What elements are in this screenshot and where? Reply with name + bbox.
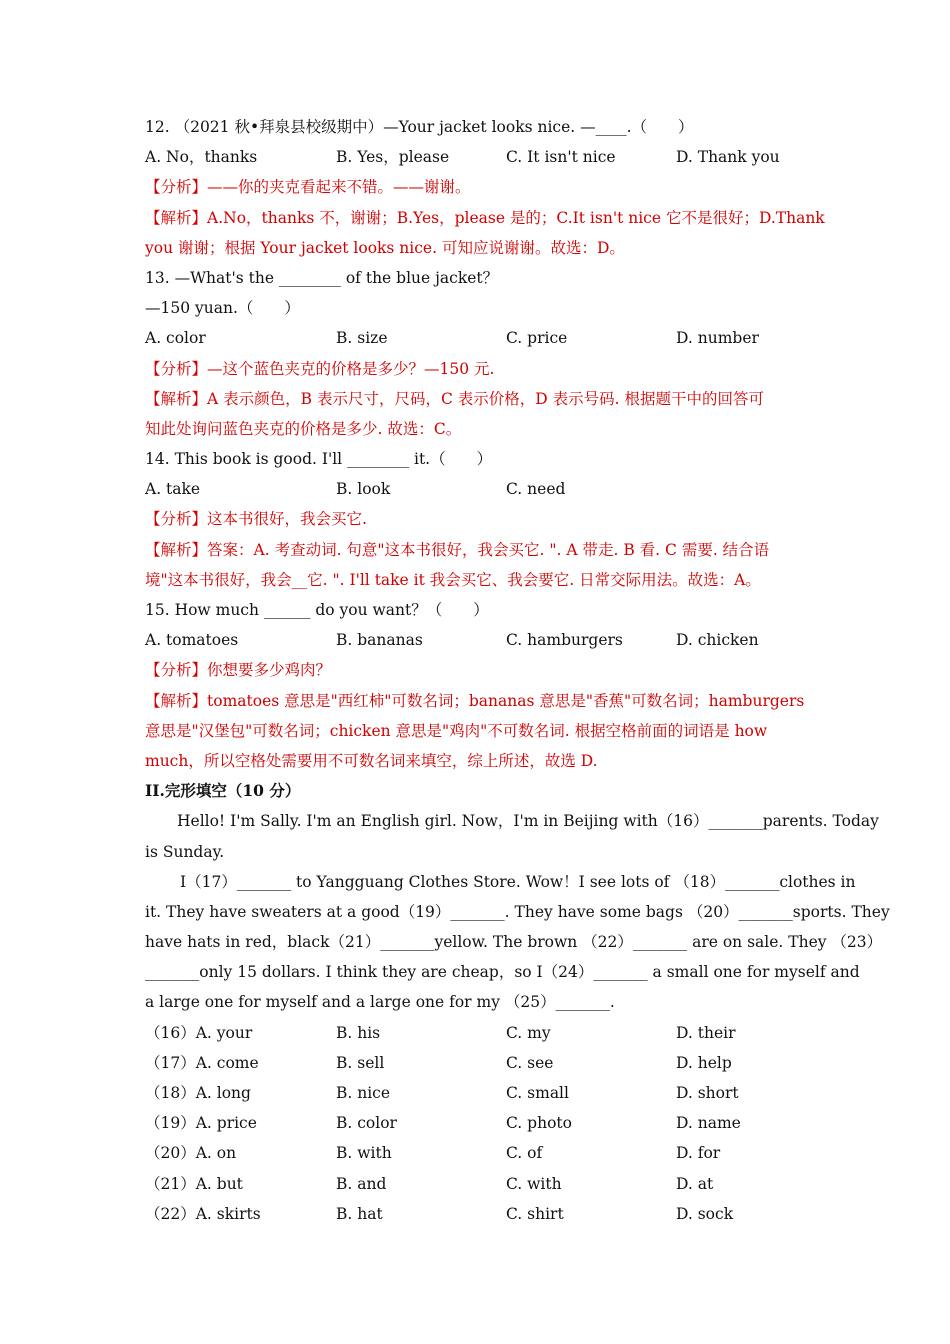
choice-19-d[interactable]: D. name xyxy=(676,1114,741,1133)
analysis-tag: 【分析】 xyxy=(145,359,208,378)
choice-19-a[interactable]: （19）A. price xyxy=(145,1114,257,1133)
choice-18-a[interactable]: （18）A. long xyxy=(145,1084,251,1102)
q12-option-a[interactable]: A. No，thanks xyxy=(145,148,258,167)
q14-stem: 14. This book is good. I'll ________ it.（ ） xyxy=(145,450,493,469)
passage-line: have hats in red，black（21）_______yellow. The brown （22）_______ are on sale. They （23） xyxy=(145,933,883,952)
choice-16-b[interactable]: B. his xyxy=(336,1023,381,1042)
q15-analysis: 【分析】你想要多少鸡肉？ xyxy=(145,661,332,680)
choice-21-b[interactable]: B. and xyxy=(336,1174,387,1193)
choice-16-a[interactable]: （16）A. your xyxy=(145,1023,253,1042)
q14-option-c[interactable]: C. need xyxy=(506,480,566,499)
explain-tag: 【解析】 xyxy=(145,691,208,710)
choice-row-19 xyxy=(145,1108,807,1138)
q12-explain: 【解析】A.No，thanks 不，谢谢；B.Yes，please 是的；C.It isn't nice 它不是很好；D.Thank xyxy=(145,208,825,227)
passage-line: I（17）_______ to Yangguang Clothes Store. Wow！I see lots of （18）_______clothes in xyxy=(180,872,856,891)
choice-20-d[interactable]: D. for xyxy=(676,1144,721,1163)
q13-stem-answer: —150 yuan.（ ） xyxy=(145,299,300,318)
q13-options xyxy=(145,323,807,353)
choice-17-d[interactable]: D. help xyxy=(676,1053,732,1072)
choice-19-b[interactable]: B. color xyxy=(336,1114,397,1133)
choice-20-a[interactable]: （20）A. on xyxy=(145,1144,237,1163)
choice-21-d[interactable]: D. at xyxy=(676,1174,714,1193)
choice-18-c[interactable]: C. small xyxy=(506,1084,569,1102)
passage-line: Hello! I'm Sally. I'm an English girl. Now，I'm in Beijing with（16）_______parents. Today xyxy=(177,812,879,831)
choice-22-d[interactable]: D. sock xyxy=(676,1204,734,1223)
passage-line: it. They have sweaters at a good（19）_______. They have some bags （20）_______sports. They xyxy=(145,902,890,921)
q13-explain: 【解析】A 表示颜色，B 表示尺寸，尺码，C 表示价格，D 表示号码. 根据题干中的回答可 xyxy=(145,389,764,408)
explain-tag: 【解析】 xyxy=(145,540,208,559)
q15-option-b[interactable]: B. bananas xyxy=(336,631,423,650)
q15-option-c[interactable]: C. hamburgers xyxy=(506,631,623,650)
q15-explain-cont: 意思是"汉堡包"可数名词；chicken 意思是"鸡肉"不可数名词. 根据空格前面的词语是 how xyxy=(145,721,768,740)
q14-option-a[interactable]: A. take xyxy=(145,480,201,499)
choice-20-b[interactable]: B. with xyxy=(336,1144,392,1163)
q12-options xyxy=(145,142,807,172)
choice-17-b[interactable]: B. sell xyxy=(336,1053,385,1072)
explain-tag: 【解析】 xyxy=(145,389,208,408)
choice-19-c[interactable]: C. photo xyxy=(506,1114,572,1133)
q13-stem: 13. —What's the ________ of the blue jacket？ xyxy=(145,268,499,287)
q13-analysis: 【分析】—这个蓝色夹克的价格是多少？—150 元. xyxy=(145,359,495,378)
q12-stem: 12. （2021 秋•拜泉县校级期中）—Your jacket looks nice. —____.（ ） xyxy=(145,118,694,136)
passage-line: a large one for myself and a large one for my （25）_______. xyxy=(145,993,615,1012)
q15-options xyxy=(145,625,807,655)
choice-row-20 xyxy=(145,1138,807,1168)
q15-option-d[interactable]: D. chicken xyxy=(676,631,759,650)
q12-analysis: 【分析】——你的夹克看起来不错。——谢谢。 xyxy=(145,178,471,197)
worksheet-page xyxy=(145,112,890,1229)
choice-21-a[interactable]: （21）A. but xyxy=(145,1174,243,1193)
q14-analysis: 【分析】这本书很好，我会买它. xyxy=(145,510,367,529)
q13-option-b[interactable]: B. size xyxy=(336,329,388,348)
choice-17-a[interactable]: （17）A. come xyxy=(145,1053,259,1072)
choice-row-22 xyxy=(145,1199,807,1229)
choice-21-c[interactable]: C. with xyxy=(506,1174,562,1193)
analysis-tag: 【分析】 xyxy=(145,178,208,197)
q15-explain: 【解析】tomatoes 意思是"西红柿"可数名词；bananas 意思是"香蕉"可数名词；hamburgers xyxy=(145,691,805,710)
q14-option-b[interactable]: B. look xyxy=(336,480,391,499)
analysis-tag: 【分析】 xyxy=(145,661,208,680)
q13-explain-cont: 知此处询问蓝色夹克的价格是多少. 故选：C。 xyxy=(145,419,462,438)
explain-tag: 【解析】 xyxy=(145,208,208,227)
q13-option-a[interactable]: A. color xyxy=(145,329,206,348)
q12-option-c[interactable]: C. It isn't nice xyxy=(506,148,616,167)
choice-row-16 xyxy=(145,1018,807,1048)
choice-row-21 xyxy=(145,1169,807,1199)
passage-line: is Sunday. xyxy=(145,842,225,861)
choice-18-b[interactable]: B. nice xyxy=(336,1084,391,1102)
choice-row-18 xyxy=(145,1078,807,1108)
passage-line: _______only 15 dollars. I think they are cheap，so I（24）_______ a small one for myself and xyxy=(145,963,860,982)
q12-option-b[interactable]: B. Yes，please xyxy=(336,148,450,167)
choice-17-c[interactable]: C. see xyxy=(506,1053,554,1072)
q14-explain: 【解析】答案：A. 考查动词. 句意"这本书很好，我会买它. ". A 带走. B 看. C 需要. 结合语 xyxy=(145,540,770,559)
q12-explain-cont: you 谢谢；根据 Your jacket looks nice. 可知应说谢谢。故选：D。 xyxy=(145,238,625,257)
choice-18-d[interactable]: D. short xyxy=(676,1084,739,1102)
q14-options xyxy=(145,474,807,504)
q14-explain-cont: 境"这本书很好，我会__它. ". I'll take it 我会买它、我会要它. 日常交际用法。故选：A。 xyxy=(145,570,761,589)
choice-22-a[interactable]: （22）A. skirts xyxy=(145,1204,261,1223)
q12-option-d[interactable]: D. Thank you xyxy=(676,148,780,167)
q15-option-a[interactable]: A. tomatoes xyxy=(145,631,239,650)
choice-16-d[interactable]: D. their xyxy=(676,1023,736,1042)
q13-option-d[interactable]: D. number xyxy=(676,329,759,348)
q15-stem: 15. How much ______ do you want？（ ） xyxy=(145,601,489,619)
choice-22-b[interactable]: B. hat xyxy=(336,1204,383,1223)
q13-option-c[interactable]: C. price xyxy=(506,329,568,348)
section-heading: II.完形填空（10 分） xyxy=(145,781,301,801)
choice-16-c[interactable]: C. my xyxy=(506,1023,551,1042)
choice-22-c[interactable]: C. shirt xyxy=(506,1204,564,1223)
choice-row-17 xyxy=(145,1048,807,1078)
choice-20-c[interactable]: C. of xyxy=(506,1144,543,1163)
q15-explain-cont-2: much，所以空格处需要用不可数名词来填空，综上所述，故选 D. xyxy=(145,751,598,770)
analysis-tag: 【分析】 xyxy=(145,510,208,529)
